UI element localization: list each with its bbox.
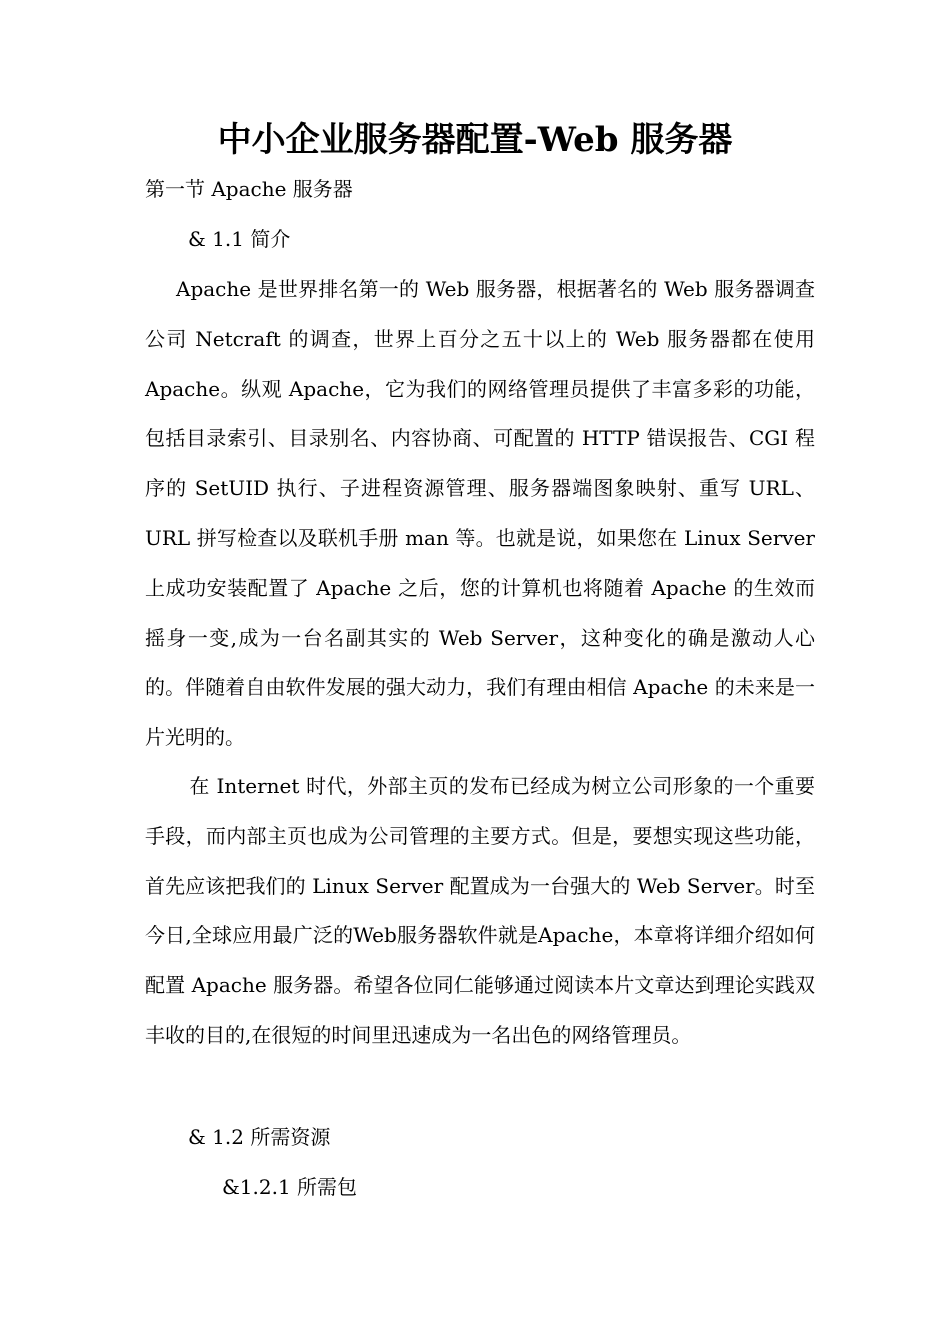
subsection-heading-intro: & 1.1 简介 [188, 227, 291, 251]
paragraph-internet-era [145, 762, 815, 1061]
section-heading: 第一节 Apache 服务器 [145, 177, 353, 201]
paragraph-text: 在 Internet 时代，外部主页的发布已经成为树立公司形象的一个重要手段，而内部主页也成为公司管理的主要方式。但是，要想实现这些功能，首先应该把我们的 Linux Server 配置成为一台强大的 Web Server。时至今日,全球应用最广泛的Web服务器软件就是Apache，本章将详细介绍如何配置 Apache 服务器。希望各位同仁能够通过阅读本片文章达到理论实践双丰收的目的,在很短的时间里迅速成为一名出色的网络管理员。 [145, 774, 815, 1047]
subsubsection-heading-packages: &1.2.1 所需包 [222, 1175, 358, 1199]
paragraph-text: Apache 是世界排名第一的 Web 服务器，根据著名的 Web 服务器调查公司 Netcraft 的调查，世界上百分之五十以上的 Web 服务器都在使用 Apache。纵观 Apache，它为我们的网络管理员提供了丰富多彩的功能，包括目录索引、目录别名、内容协商、可配置的 HTTP 错误报告、CGI 程序的 SetUID 执行、子进程资源管理、服务器端图象映射、重写 URL、URL 拼写检查以及联机手册 man 等。也就是说，如果您在 Linux Server 上成功安装配置了 Apache 之后，您的计算机也将随着 Apache 的生效而摇身一变,成为一台名副其实的 Web Server，这种变化的确是激动人心的。伴随着自由软件发展的强大动力，我们有理由相信 Apache 的未来是一片光明的。 [145, 277, 815, 750]
subsection-heading-resources: & 1.2 所需资源 [188, 1125, 331, 1149]
document-title: 中小企业服务器配置-Web 服务器 [217, 120, 733, 160]
paragraph-apache-intro [145, 265, 815, 763]
